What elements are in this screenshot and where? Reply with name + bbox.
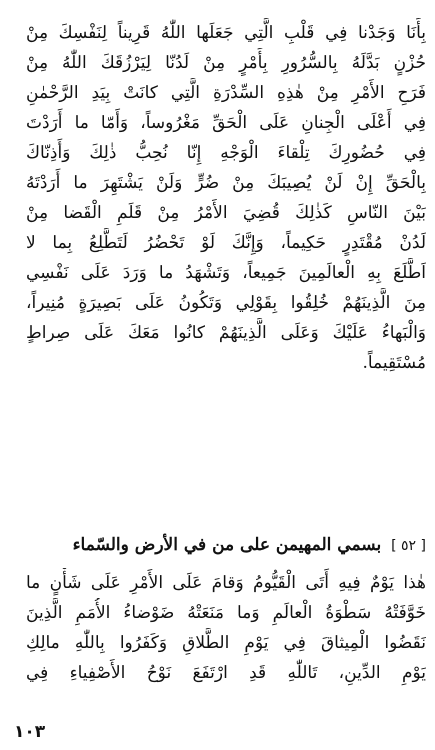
text-line: حُزْنٍ بَدَّلَهُ بِالسُّرُورِ بِأَمْرٍ مِنْ لَدُنّا لِيَرْزُقَكَ اللّٰهُ مِنْ bbox=[26, 53, 426, 73]
tablet-paragraph-bottom bbox=[26, 568, 426, 688]
text-line: بِأَنَا وَجَدْنا فِي قَلْبِ الَّتِي جَعَلَها اللّٰهُ قَرِيناً لِنَفْسِكَ مِنْ bbox=[26, 23, 426, 43]
text-line: بَيْنَ النّاسِ كَذٰلِكَ قُضِيَ الأَمْرُ مِنْ قَلَمِ الْقَضا مِنْ bbox=[26, 203, 426, 223]
section-heading bbox=[26, 530, 426, 560]
text-line: لَدُنْ مُقْتَدِرٍ حَكِيماً، وَإِنَّكَ لَوْ تَحْضُرُ لَتَطَّلِعُ بِما لا bbox=[26, 233, 426, 253]
text-line: فَرَحِ الأَمْرِ مِنْ هٰذِهِ السِّدْرَةِ الَّتِي كانَتْ بِيَدِ الرَّحْمٰنِ bbox=[26, 83, 426, 103]
text-line: فِي حُضُورِكَ تِلْقاءَ الْوَجْهِ إِنّا نُحِبُّ ذٰلِكَ وَأَذِنّاكَ bbox=[26, 143, 426, 163]
text-line: هٰذا يَوْمٌ فِيهِ أَتَى الْقَيُّومُ وَقامَ عَلَى الأَمْرِ عَلَى شَأْنٍ ما bbox=[26, 573, 426, 593]
tablet-paragraph-top bbox=[26, 18, 426, 378]
text-line: مِنَ الَّذِينَهُمْ خُلِقُوا بِقَوْلِي وَتَكُونُ عَلَى بَصِيرَةٍ مُنِيراً، bbox=[26, 293, 426, 313]
section-title: بسمي المهيمن على من في الأرض والسّماء bbox=[72, 535, 382, 555]
text-line: نَقَضُوا الْمِيثاقَ فِي يَوْمِ الطَّلاقِ وَكَفَرُوا بِاللّٰهِ مالِكِ bbox=[26, 633, 426, 653]
page-number: ١٠٣ bbox=[14, 722, 46, 742]
text-line: يَوْمِ الدِّينِ، تَاللّٰهِ قَدِ ارْتَفَعَ نَوْحُ الأَصْفِياءِ فِي bbox=[26, 663, 426, 683]
text-line: اَطَّلَعَ بِهِ الْعالَمِينَ جَمِيعاً، وَتَشْهَدُ ما وَرَدَ عَلَى نَفْسِي bbox=[26, 263, 426, 283]
text-line: فِي أَعْلَى الْجِنانِ عَلَى الْحَقِّ مَغْرُوساً، وَأَمّا ما أَرَدْتَ bbox=[26, 113, 426, 133]
section-number: [ ٥٢ ] bbox=[391, 538, 426, 554]
text-line: خَوَّفَتْهُ سَطْوَةُ الْعالَمِ وَما مَنَعَتْهُ ضَوْضاءُ الأُمَمِ الَّذِينَ bbox=[26, 603, 426, 623]
text-line: بِالْحَقِّ إِنْ لَنْ يُصِيبَكَ مِنْ ضُرٍّ وَلَنْ يَشْتَهِرَ ما أَرَدْتَهُ bbox=[26, 173, 426, 193]
text-line: مُسْتَقِيماً. bbox=[362, 353, 426, 373]
text-line: وَالْبَهاءُ عَلَيْكَ وَعَلَى الَّذِينَهُمْ كانُوا مَعَكَ عَلَى صِراطٍ bbox=[26, 323, 426, 343]
